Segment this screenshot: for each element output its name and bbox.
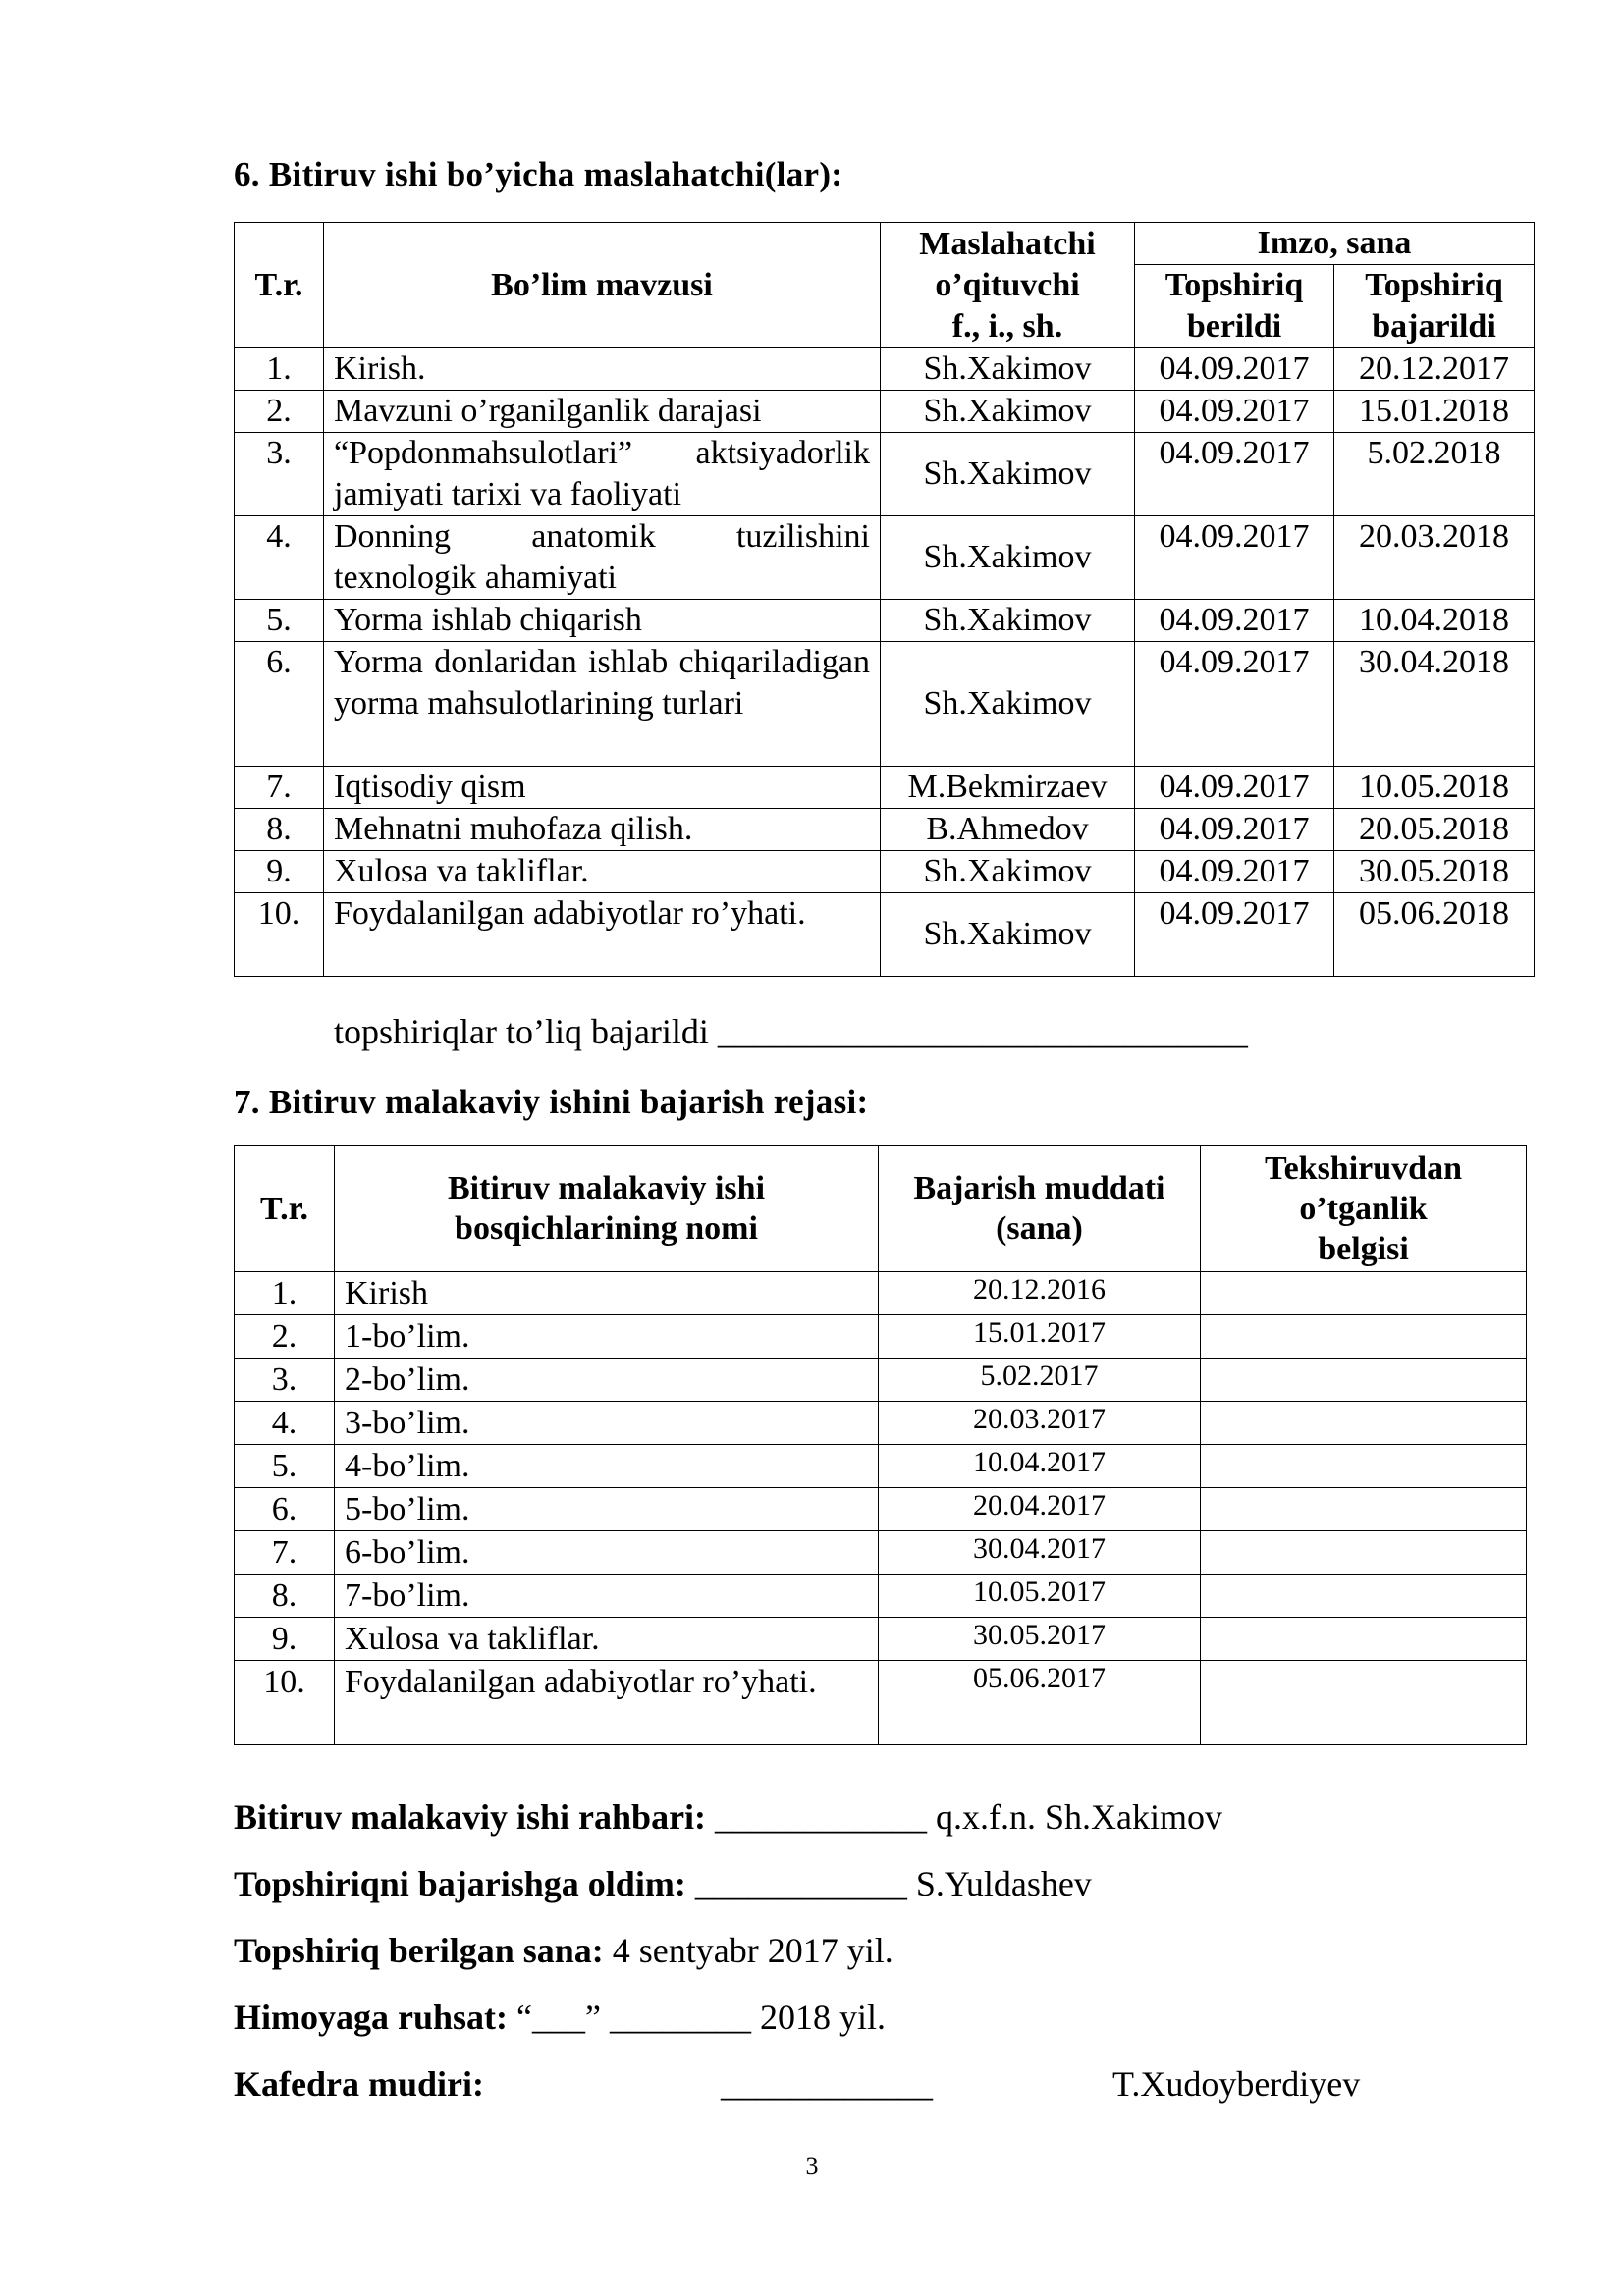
row-given-date: 04.09.2017 <box>1135 391 1334 433</box>
row-done-date: 05.06.2018 <box>1334 893 1535 977</box>
row-done-date: 15.01.2018 <box>1334 391 1535 433</box>
row-advisor: Sh.Xakimov <box>881 516 1135 600</box>
row-num: 6. <box>235 642 324 767</box>
row-stage: 5-bo’lim. <box>335 1488 879 1531</box>
row-done-date: 30.05.2018 <box>1334 851 1535 893</box>
row-num: 9. <box>235 1618 335 1661</box>
row-topic: Yorma ishlab chiqarish <box>324 600 881 642</box>
row-done-date: 20.12.2017 <box>1334 348 1535 391</box>
row-deadline: 20.12.2016 <box>879 1272 1201 1315</box>
row-given-date: 04.09.2017 <box>1135 893 1334 977</box>
row-num: 5. <box>235 600 324 642</box>
row-stage: Kirish <box>335 1272 879 1315</box>
row-num: 10. <box>235 893 324 977</box>
row-done-date: 5.02.2018 <box>1334 433 1535 516</box>
row-topic: “Popdonmahsulotlari” aktsiyadorlik jamiyati tarixi va faoliyati <box>324 433 881 516</box>
row-advisor: Sh.Xakimov <box>881 642 1135 767</box>
row-stage: 4-bo’lim. <box>335 1445 879 1488</box>
header-check-line: o’tganlik <box>1299 1190 1428 1227</box>
row-num: 8. <box>235 809 324 851</box>
completion-note: topshiriqlar to’liq bajarildi ______________________________ <box>334 1012 1248 1051</box>
row-num: 7. <box>235 1531 335 1575</box>
header-stage <box>335 1146 879 1272</box>
row-num: 3. <box>235 1359 335 1402</box>
header-advisor-line: Maslahatchi <box>919 225 1096 262</box>
row-advisor: Sh.Xakimov <box>881 851 1135 893</box>
row-given-date: 04.09.2017 <box>1135 767 1334 809</box>
defense-label: Himoyaga ruhsat: <box>234 1998 508 2037</box>
accepted-label: Topshiriqni bajarishga oldim: <box>234 1864 686 1903</box>
date-line <box>234 1930 893 1971</box>
row-topic: Xulosa va takliflar. <box>324 851 881 893</box>
row-advisor: Sh.Xakimov <box>881 433 1135 516</box>
row-given-date: 04.09.2017 <box>1135 809 1334 851</box>
head-name: T.Xudoyberdiyev <box>1112 2064 1361 2104</box>
row-num: 1. <box>235 1272 335 1315</box>
row-topic: Yorma donlaridan ishlab chiqariladigan yorma mahsulotlarining turlari <box>324 642 881 767</box>
row-deadline: 5.02.2017 <box>879 1359 1201 1402</box>
table-row <box>235 433 1535 516</box>
table-row <box>235 642 1535 767</box>
table-row <box>235 516 1535 600</box>
row-topic: Foydalanilgan adabiyotlar ro’yhati. <box>324 893 881 977</box>
row-deadline: 30.05.2017 <box>879 1618 1201 1661</box>
row-advisor: Sh.Xakimov <box>881 391 1135 433</box>
accepted-value: ____________ S.Yuldashev <box>685 1864 1092 1903</box>
date-label: Topshiriq berilgan sana: <box>234 1931 604 1970</box>
row-stage: 1-bo’lim. <box>335 1315 879 1359</box>
supervisor-label: Bitiruv malakaviy ishi rahbari: <box>234 1797 707 1837</box>
header-deadline <box>879 1146 1201 1272</box>
row-advisor: Sh.Xakimov <box>881 600 1135 642</box>
row-check <box>1201 1575 1527 1618</box>
header-num: T.r. <box>235 223 324 348</box>
header-given-line: berildi <box>1186 308 1282 345</box>
row-given-date: 04.09.2017 <box>1135 642 1334 767</box>
header-signature-group: Imzo, sana <box>1135 223 1535 265</box>
row-num: 5. <box>235 1445 335 1488</box>
accepted-line <box>234 1863 1092 1904</box>
table-row <box>235 391 1535 433</box>
header-given <box>1135 265 1334 348</box>
row-stage: 7-bo’lim. <box>335 1575 879 1618</box>
section-6-title: 6. Bitiruv ishi bo’yicha maslahatchi(lar): <box>234 155 843 193</box>
supervisor-line <box>234 1796 1222 1838</box>
table-row <box>235 348 1535 391</box>
defense-line <box>234 1997 886 2038</box>
table-row <box>235 600 1535 642</box>
plan-table <box>234 1145 1527 1745</box>
table-row <box>235 1272 1527 1315</box>
header-check-line: belgisi <box>1318 1230 1409 1267</box>
row-stage: 6-bo’lim. <box>335 1531 879 1575</box>
row-check <box>1201 1315 1527 1359</box>
row-advisor: B.Ahmedov <box>881 809 1135 851</box>
row-check <box>1201 1531 1527 1575</box>
row-done-date: 20.05.2018 <box>1334 809 1535 851</box>
table-row <box>235 1531 1527 1575</box>
row-given-date: 04.09.2017 <box>1135 348 1334 391</box>
table-row <box>235 767 1535 809</box>
table-row <box>235 1359 1527 1402</box>
row-given-date: 04.09.2017 <box>1135 433 1334 516</box>
table-row <box>235 1618 1527 1661</box>
table-row <box>235 809 1535 851</box>
header-done <box>1334 265 1535 348</box>
header-advisor <box>881 223 1135 348</box>
row-deadline: 20.03.2017 <box>879 1402 1201 1445</box>
header-deadline-line: Bajarish muddati <box>913 1170 1165 1206</box>
row-stage: 2-bo’lim. <box>335 1359 879 1402</box>
row-check <box>1201 1272 1527 1315</box>
row-deadline: 10.04.2017 <box>879 1445 1201 1488</box>
row-done-date: 10.04.2018 <box>1334 600 1535 642</box>
row-stage: Foydalanilgan adabiyotlar ro’yhati. <box>335 1661 879 1745</box>
row-num: 8. <box>235 1575 335 1618</box>
table-row <box>235 1575 1527 1618</box>
table-row <box>235 1402 1527 1445</box>
advisors-table <box>234 222 1535 977</box>
header-done-line: Topshiriq <box>1365 267 1503 303</box>
header-num: T.r. <box>235 1146 335 1272</box>
row-given-date: 04.09.2017 <box>1135 516 1334 600</box>
row-num: 1. <box>235 348 324 391</box>
row-check <box>1201 1445 1527 1488</box>
header-stage-line: bosqichlarining nomi <box>455 1210 758 1247</box>
table-row <box>235 1661 1527 1745</box>
row-done-date: 10.05.2018 <box>1334 767 1535 809</box>
header-stage-line: Bitiruv malakaviy ishi <box>447 1170 766 1206</box>
row-deadline: 10.05.2017 <box>879 1575 1201 1618</box>
header-given-line: Topshiriq <box>1164 267 1304 303</box>
table-row <box>235 893 1535 977</box>
row-given-date: 04.09.2017 <box>1135 851 1334 893</box>
row-deadline: 30.04.2017 <box>879 1531 1201 1575</box>
row-advisor: Sh.Xakimov <box>881 893 1135 977</box>
head-blank: ____________ <box>721 2064 933 2104</box>
row-check <box>1201 1661 1527 1745</box>
date-value: 4 sentyabr 2017 yil. <box>603 1931 893 1970</box>
page-number: 3 <box>805 2152 819 2180</box>
row-topic: Kirish. <box>324 348 881 391</box>
supervisor-value: ____________ q.x.f.n. Sh.Xakimov <box>706 1797 1223 1837</box>
head-line <box>234 2063 484 2105</box>
table-row <box>235 1315 1527 1359</box>
row-advisor: Sh.Xakimov <box>881 348 1135 391</box>
row-deadline: 05.06.2017 <box>879 1661 1201 1745</box>
header-done-line: bajarildi <box>1372 308 1496 345</box>
row-deadline: 20.04.2017 <box>879 1488 1201 1531</box>
row-num: 6. <box>235 1488 335 1531</box>
table-row <box>235 851 1535 893</box>
row-num: 4. <box>235 1402 335 1445</box>
row-deadline: 15.01.2017 <box>879 1315 1201 1359</box>
row-num: 4. <box>235 516 324 600</box>
table-row <box>235 1445 1527 1488</box>
head-label: Kafedra mudiri: <box>234 2064 484 2104</box>
header-advisor-line: f., i., sh. <box>951 307 1063 345</box>
row-stage: Xulosa va takliflar. <box>335 1618 879 1661</box>
table-row <box>235 1488 1527 1531</box>
row-given-date: 04.09.2017 <box>1135 600 1334 642</box>
row-advisor: M.Bekmirzaev <box>881 767 1135 809</box>
row-done-date: 30.04.2018 <box>1334 642 1535 767</box>
row-topic: Iqtisodiy qism <box>324 767 881 809</box>
header-deadline-line: (sana) <box>996 1210 1083 1247</box>
row-topic: Mehnatni muhofaza qilish. <box>324 809 881 851</box>
header-check <box>1201 1146 1527 1272</box>
row-num: 2. <box>235 1315 335 1359</box>
row-stage: 3-bo’lim. <box>335 1402 879 1445</box>
row-check <box>1201 1618 1527 1661</box>
row-check <box>1201 1359 1527 1402</box>
row-num: 10. <box>235 1661 335 1745</box>
row-topic: Mavzuni o’rganilganlik darajasi <box>324 391 881 433</box>
row-num: 3. <box>235 433 324 516</box>
header-advisor-line: o’qituvchi <box>935 266 1080 303</box>
defense-value: “___” ________ 2018 yil. <box>508 1998 886 2037</box>
row-done-date: 20.03.2018 <box>1334 516 1535 600</box>
row-num: 7. <box>235 767 324 809</box>
header-topic: Bo’lim mavzusi <box>324 223 881 348</box>
row-check <box>1201 1402 1527 1445</box>
section-7-title: 7. Bitiruv malakaviy ishini bajarish rejasi: <box>234 1083 869 1121</box>
row-topic: Donning anatomik tuzilishini texnologik ahamiyati <box>324 516 881 600</box>
row-check <box>1201 1488 1527 1531</box>
row-num: 9. <box>235 851 324 893</box>
row-num: 2. <box>235 391 324 433</box>
header-check-line: Tekshiruvdan <box>1265 1149 1462 1187</box>
